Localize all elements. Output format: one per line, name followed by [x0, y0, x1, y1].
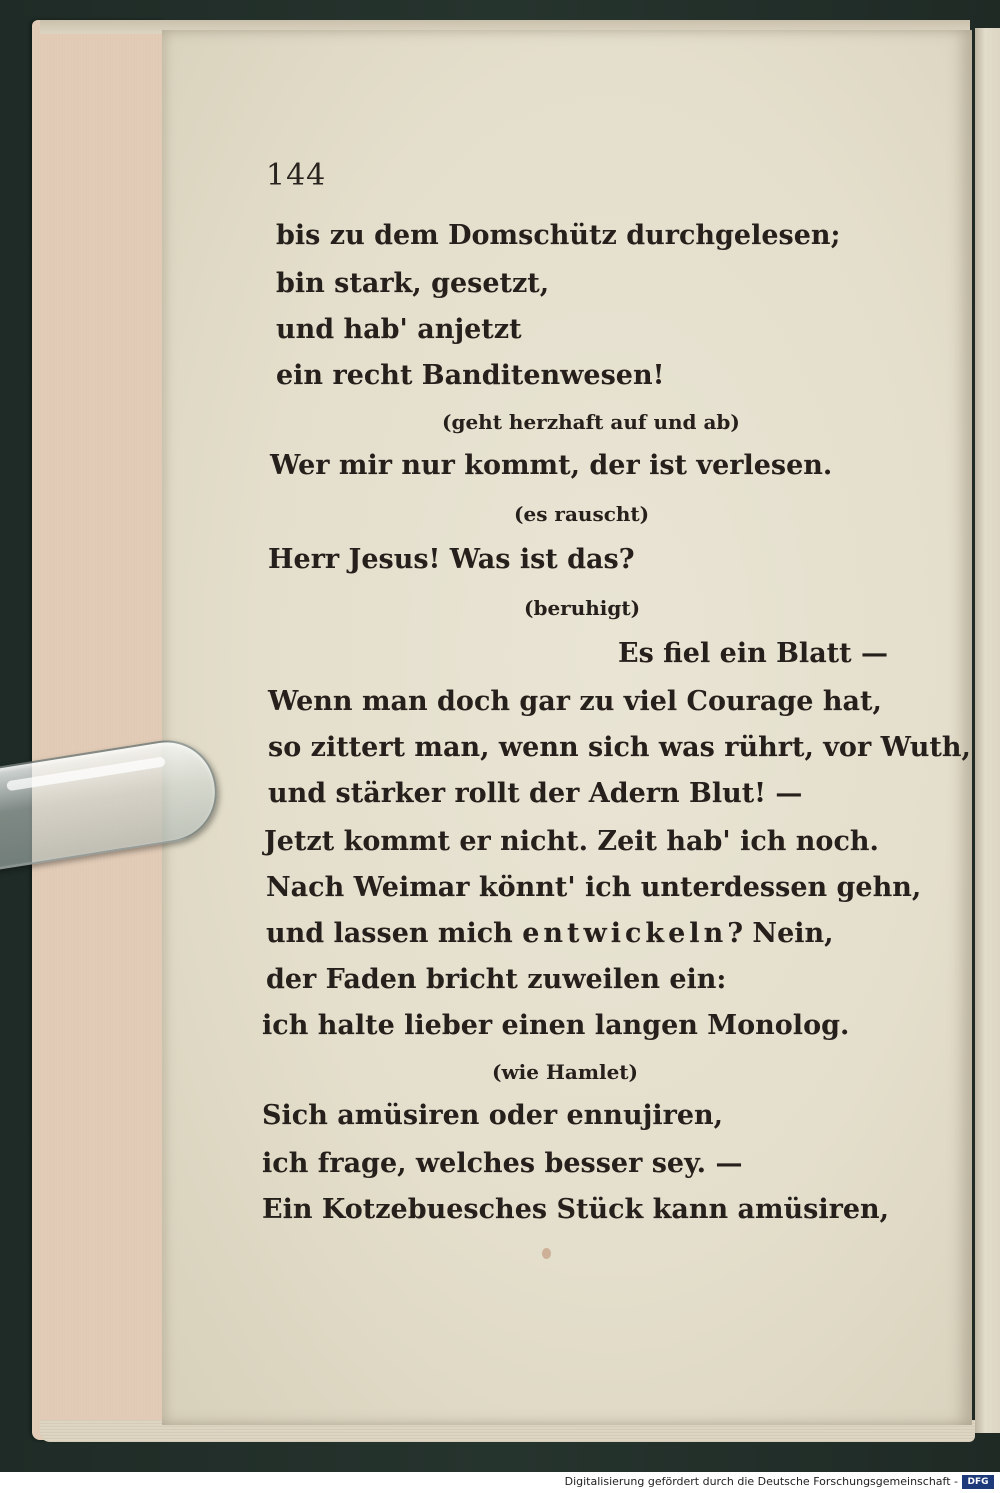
glass-highlight — [6, 756, 166, 791]
book-page — [162, 30, 972, 1425]
page-number: 144 — [266, 158, 327, 193]
text-line: ich frage, welches besser sey. — — [262, 1148, 743, 1179]
text-line — [266, 918, 834, 949]
stage-direction: (es rauscht) — [514, 502, 650, 526]
page-block-edge — [32, 20, 164, 1440]
text-line: so zittert man, wenn sich was rührt, vor Wuth, — [268, 732, 971, 763]
text-line: Jetzt kommt er nicht. Zeit hab' ich noch. — [264, 826, 879, 857]
text-segment: ? Nein, — [727, 918, 834, 949]
text-line: bis zu dem Domschütz durchgelesen; — [276, 220, 841, 251]
text-line: und stärker rollt der Adern Blut! — — [268, 778, 803, 809]
text-line: Sich amüsiren oder ennujiren, — [262, 1100, 724, 1131]
text-line: ich halte lieber einen langen Monolog. — [262, 1010, 850, 1041]
dfg-logo-icon: DFG — [962, 1475, 994, 1489]
text-line: ein recht Banditenwesen! — [276, 360, 665, 391]
stage-direction: (geht herzhaft auf und ab) — [442, 410, 740, 434]
text-line: Herr Jesus! Was ist das? — [268, 544, 635, 575]
emphasized-word: entwickeln — [522, 918, 728, 949]
next-page-edge — [975, 28, 1000, 1433]
text-line: Nach Weimar könnt' ich unterdessen gehn, — [266, 872, 922, 903]
text-line: und hab' anjetzt — [276, 314, 522, 345]
text-line: Ein Kotzebuesches Stück kann amüsiren, — [262, 1194, 890, 1225]
text-line: bin stark, gesetzt, — [276, 268, 550, 299]
text-line: Wer mir nur kommt, der ist verlesen. — [270, 450, 833, 481]
stage-direction: (beruhigt) — [524, 596, 641, 620]
text-line: der Faden bricht zuweilen ein: — [266, 964, 727, 995]
text-line: Wenn man doch gar zu viel Courage hat, — [268, 686, 882, 717]
stage-direction: (wie Hamlet) — [492, 1060, 639, 1084]
paper-stain — [542, 1248, 551, 1259]
text-line: Es fiel ein Blatt — — [618, 638, 889, 669]
footer-credit-bar — [0, 1472, 1000, 1493]
text-segment: und lassen mich — [266, 918, 513, 949]
footer-credit: Digitalisierung gefördert durch die Deutsche Forschungsgemeinschaft - — [564, 1475, 958, 1488]
